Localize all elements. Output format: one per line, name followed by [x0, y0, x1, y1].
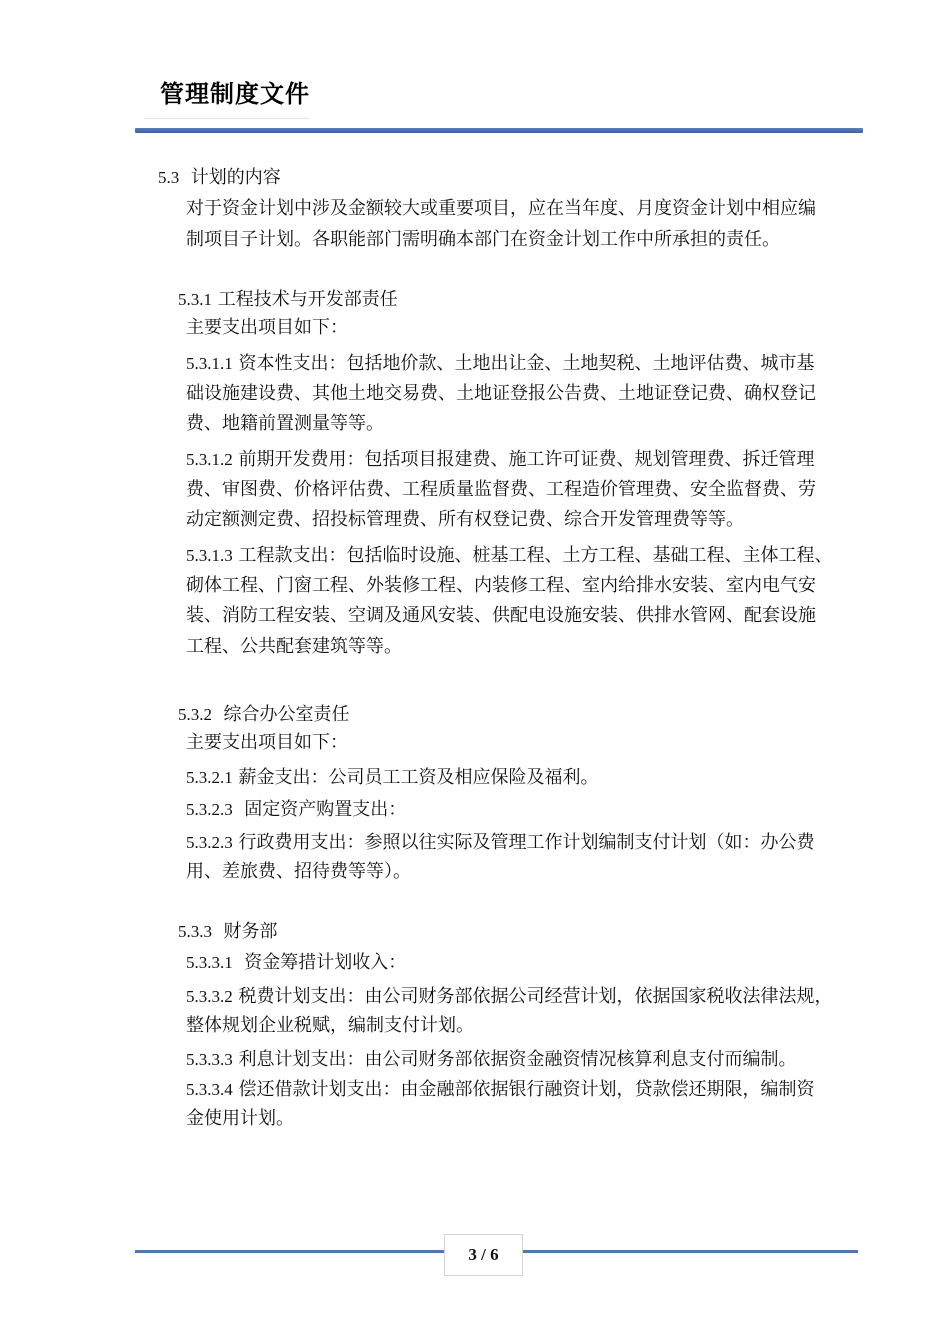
list-item-line: 工程、公共配套建筑等等。	[186, 636, 402, 657]
list-item-line: 5.3.2.3 行政费用支出：参照以往实际及管理工作计划编制支付计划（如：办公费	[186, 832, 815, 853]
subsection-heading	[178, 917, 277, 947]
subsection-heading	[178, 700, 349, 730]
item-number: 5.3.1.3	[186, 546, 233, 565]
item-number: 5.3.2.1	[186, 768, 233, 787]
section-title: 计划的内容	[190, 167, 281, 188]
item-number: 5.3.1.1	[186, 354, 233, 373]
subsection-heading	[178, 285, 398, 315]
subsection-number: 5.3.1	[178, 290, 212, 309]
subsection-lead: 主要支出项目如下：	[186, 732, 348, 753]
header-rule	[135, 128, 863, 133]
list-item-line: 5.3.3.2 税费计划支出：由公司财务部依据公司经营计划，依据国家税收法律法规，	[186, 986, 833, 1007]
list-item-line: 5.3.3.3 利息计划支出：由公司财务部依据资金融资情况核算利息支付而编制。	[186, 1049, 797, 1070]
subsection-title: 财务部	[223, 921, 278, 942]
subsection-title: 工程技术与开发部责任	[217, 289, 398, 310]
footer-rule-right	[521, 1250, 858, 1253]
list-item-line: 费、地籍前置测量等等。	[186, 413, 384, 434]
list-item-line: 费、审图费、价格评估费、工程质量监督费、工程造价管理费、安全监督费、劳	[186, 479, 816, 500]
item-number: 5.3.3.2	[186, 987, 233, 1006]
list-item-line: 5.3.1.3 工程款支出：包括临时设施、桩基工程、土方工程、基础工程、主体工程、	[186, 545, 833, 566]
list-item-line: 5.3.3.1 资金筹措计划收入：	[186, 952, 407, 973]
list-item-line: 装、消防工程安装、空调及通风安装、供配电设施安装、供排水管网、配套设施	[186, 605, 816, 626]
item-number: 5.3.3.4	[186, 1080, 233, 1099]
list-item-line: 动定额测定费、招投标管理费、所有权登记费、综合开发管理费等等。	[186, 509, 744, 530]
item-number: 5.3.2.3	[186, 800, 233, 819]
subsection-title: 综合办公室责任	[223, 704, 350, 725]
section-number: 5.3	[158, 168, 180, 187]
item-number: 5.3.1.2	[186, 450, 233, 469]
paragraph-line: 对于资金计划中涉及金额较大或重要项目，应在当年度、月度资金计划中相应编	[186, 198, 816, 219]
header-thin-rule	[145, 118, 310, 119]
item-number: 5.3.3.1	[186, 953, 233, 972]
list-item-line: 用、差旅费、招待费等等）。	[186, 861, 411, 882]
list-item-line: 整体规划企业税赋，编制支付计划。	[186, 1015, 474, 1036]
item-number: 5.3.3.3	[186, 1050, 233, 1069]
list-item-line: 5.3.2.3 固定资产购置支出：	[186, 799, 407, 820]
paragraph-line: 制项目子计划。各职能部门需明确本部门在资金计划工作中所承担的责任。	[186, 229, 780, 250]
subsection-number: 5.3.2	[178, 705, 212, 724]
list-item-line: 础设施建设费、其他土地交易费、土地证登报公告费、土地证登记费、确权登记	[186, 383, 816, 404]
list-item-line: 5.3.3.4 偿还借款计划支出：由金融部依据银行融资计划，贷款偿还期限，编制资	[186, 1079, 815, 1100]
subsection-lead: 主要支出项目如下：	[186, 317, 348, 338]
list-item-line: 5.3.1.1 资本性支出：包括地价款、土地出让金、土地契税、土地评估费、城市基	[186, 353, 815, 374]
footer-rule-left	[135, 1250, 444, 1253]
list-item-line: 5.3.2.1 薪金支出：公司员工工资及相应保险及福利。	[186, 767, 599, 788]
list-item-line: 砌体工程、门窗工程、外装修工程、内装修工程、室内给排水安装、室内电气安	[186, 575, 816, 596]
page-number: 3 / 6	[444, 1234, 523, 1276]
list-item-line: 5.3.1.2 前期开发费用：包括项目报建费、施工许可证费、规划管理费、拆迁管理	[186, 449, 815, 470]
section-heading	[158, 163, 281, 193]
list-item-line: 金使用计划。	[186, 1108, 294, 1129]
subsection-number: 5.3.3	[178, 922, 212, 941]
item-number: 5.3.2.3	[186, 833, 233, 852]
document-title: 管理制度文件	[160, 80, 310, 108]
